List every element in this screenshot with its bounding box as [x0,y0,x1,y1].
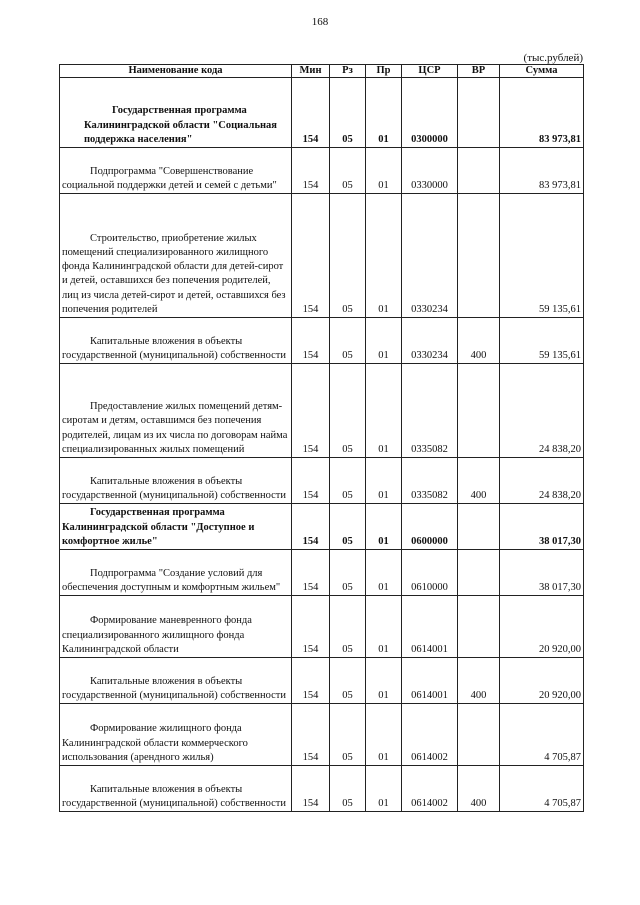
row-csr: 0614001 [402,658,458,704]
row-rz: 05 [330,78,366,148]
col-header-rz: Рз [330,65,366,78]
row-rz: 05 [330,194,366,318]
row-sum: 20 920,00 [500,658,584,704]
row-min: 154 [292,766,330,812]
row-rz: 05 [330,504,366,550]
row-name: Государственная программа Калининградской области "Доступное и комфортное жилье" [60,504,292,550]
row-rz: 05 [330,658,366,704]
row-pr: 01 [366,596,402,658]
row-rz: 05 [330,704,366,766]
row-csr: 0335082 [402,364,458,458]
row-min: 154 [292,78,330,148]
row-vr [458,148,500,194]
row-rz: 05 [330,364,366,458]
row-min: 154 [292,148,330,194]
row-min: 154 [292,704,330,766]
row-sum: 38 017,30 [500,550,584,596]
row-csr: 0330234 [402,194,458,318]
row-vr: 400 [458,458,500,504]
row-min: 154 [292,364,330,458]
row-sum: 59 135,61 [500,318,584,364]
row-rz: 05 [330,458,366,504]
row-sum: 59 135,61 [500,194,584,318]
table-row [60,78,584,148]
row-min: 154 [292,596,330,658]
row-vr: 400 [458,318,500,364]
row-name: Капитальные вложения в объекты государственной (муниципальной) собственности [60,766,292,812]
col-header-name: Наименование кода [60,65,292,78]
row-min: 154 [292,658,330,704]
row-sum: 4 705,87 [500,704,584,766]
table-row [60,596,584,658]
row-vr [458,550,500,596]
row-pr: 01 [366,78,402,148]
row-sum: 83 973,81 [500,78,584,148]
row-name: Капитальные вложения в объекты государственной (муниципальной) собственности [60,318,292,364]
table-row [60,704,584,766]
row-vr [458,194,500,318]
col-header-sum: Сумма [500,65,584,78]
row-name: Предоставление жилых помещений детям-сиротам и детям, оставшимся без попечения родителей, лицам из их числа по договорам найма специализированных жилых помещений [60,364,292,458]
row-vr [458,704,500,766]
row-vr [458,596,500,658]
row-min: 154 [292,194,330,318]
row-vr [458,78,500,148]
row-min: 154 [292,458,330,504]
row-pr: 01 [366,364,402,458]
row-pr: 01 [366,148,402,194]
table-row [60,658,584,704]
table-row [60,148,584,194]
row-name: Строительство, приобретение жилых помещений специализированного жилищного фонда Калининградской области для детей-сирот и детей, оставшихся без попечения родителей, лиц из числа детей-сирот и детей, оставшихся без попечения родителей [60,194,292,318]
row-sum: 83 973,81 [500,148,584,194]
row-rz: 05 [330,596,366,658]
row-vr [458,504,500,550]
units-label: (тыс.рублей) [523,52,583,64]
row-min: 154 [292,504,330,550]
row-csr: 0614002 [402,766,458,812]
row-name: Капитальные вложения в объекты государственной (муниципальной) собственности [60,458,292,504]
row-csr: 0614002 [402,704,458,766]
col-header-pr: Пр [366,65,402,78]
row-name: Капитальные вложения в объекты государственной (муниципальной) собственности [60,658,292,704]
col-header-vr: ВР [458,65,500,78]
row-rz: 05 [330,766,366,812]
table-row [60,194,584,318]
row-vr: 400 [458,766,500,812]
row-name: Подпрограмма "Создание условий для обеспечения доступным и комфортным жильем" [60,550,292,596]
row-csr: 0610000 [402,550,458,596]
col-header-min: Мин [292,65,330,78]
table-row [60,766,584,812]
row-pr: 01 [366,704,402,766]
table-header-row [60,65,584,78]
table-row [60,364,584,458]
row-name: Формирование маневренного фонда специализированного жилищного фонда Калининградской области [60,596,292,658]
row-csr: 0330000 [402,148,458,194]
row-sum: 20 920,00 [500,596,584,658]
row-pr: 01 [366,766,402,812]
page-number: 168 [311,16,329,28]
row-min: 154 [292,550,330,596]
row-name: Формирование жилищного фонда Калининградской области коммерческого использования (арендного жилья) [60,704,292,766]
row-csr: 0614001 [402,596,458,658]
budget-table [59,64,584,812]
col-header-csr: ЦСР [402,65,458,78]
row-name: Подпрограмма "Совершенствование социальной поддержки детей и семей с детьми" [60,148,292,194]
row-pr: 01 [366,504,402,550]
row-rz: 05 [330,550,366,596]
row-name: Государственная программа Калининградской области "Социальная поддержка населения" [60,78,292,148]
row-pr: 01 [366,458,402,504]
row-vr [458,364,500,458]
table-row [60,550,584,596]
row-sum: 4 705,87 [500,766,584,812]
row-vr: 400 [458,658,500,704]
row-min: 154 [292,318,330,364]
row-pr: 01 [366,550,402,596]
row-sum: 38 017,30 [500,504,584,550]
row-rz: 05 [330,148,366,194]
row-csr: 0335082 [402,458,458,504]
row-csr: 0330234 [402,318,458,364]
row-pr: 01 [366,194,402,318]
table-row [60,458,584,504]
table-row [60,504,584,550]
row-pr: 01 [366,658,402,704]
table-row [60,318,584,364]
row-pr: 01 [366,318,402,364]
row-rz: 05 [330,318,366,364]
row-sum: 24 838,20 [500,364,584,458]
row-sum: 24 838,20 [500,458,584,504]
row-csr: 0600000 [402,504,458,550]
row-csr: 0300000 [402,78,458,148]
